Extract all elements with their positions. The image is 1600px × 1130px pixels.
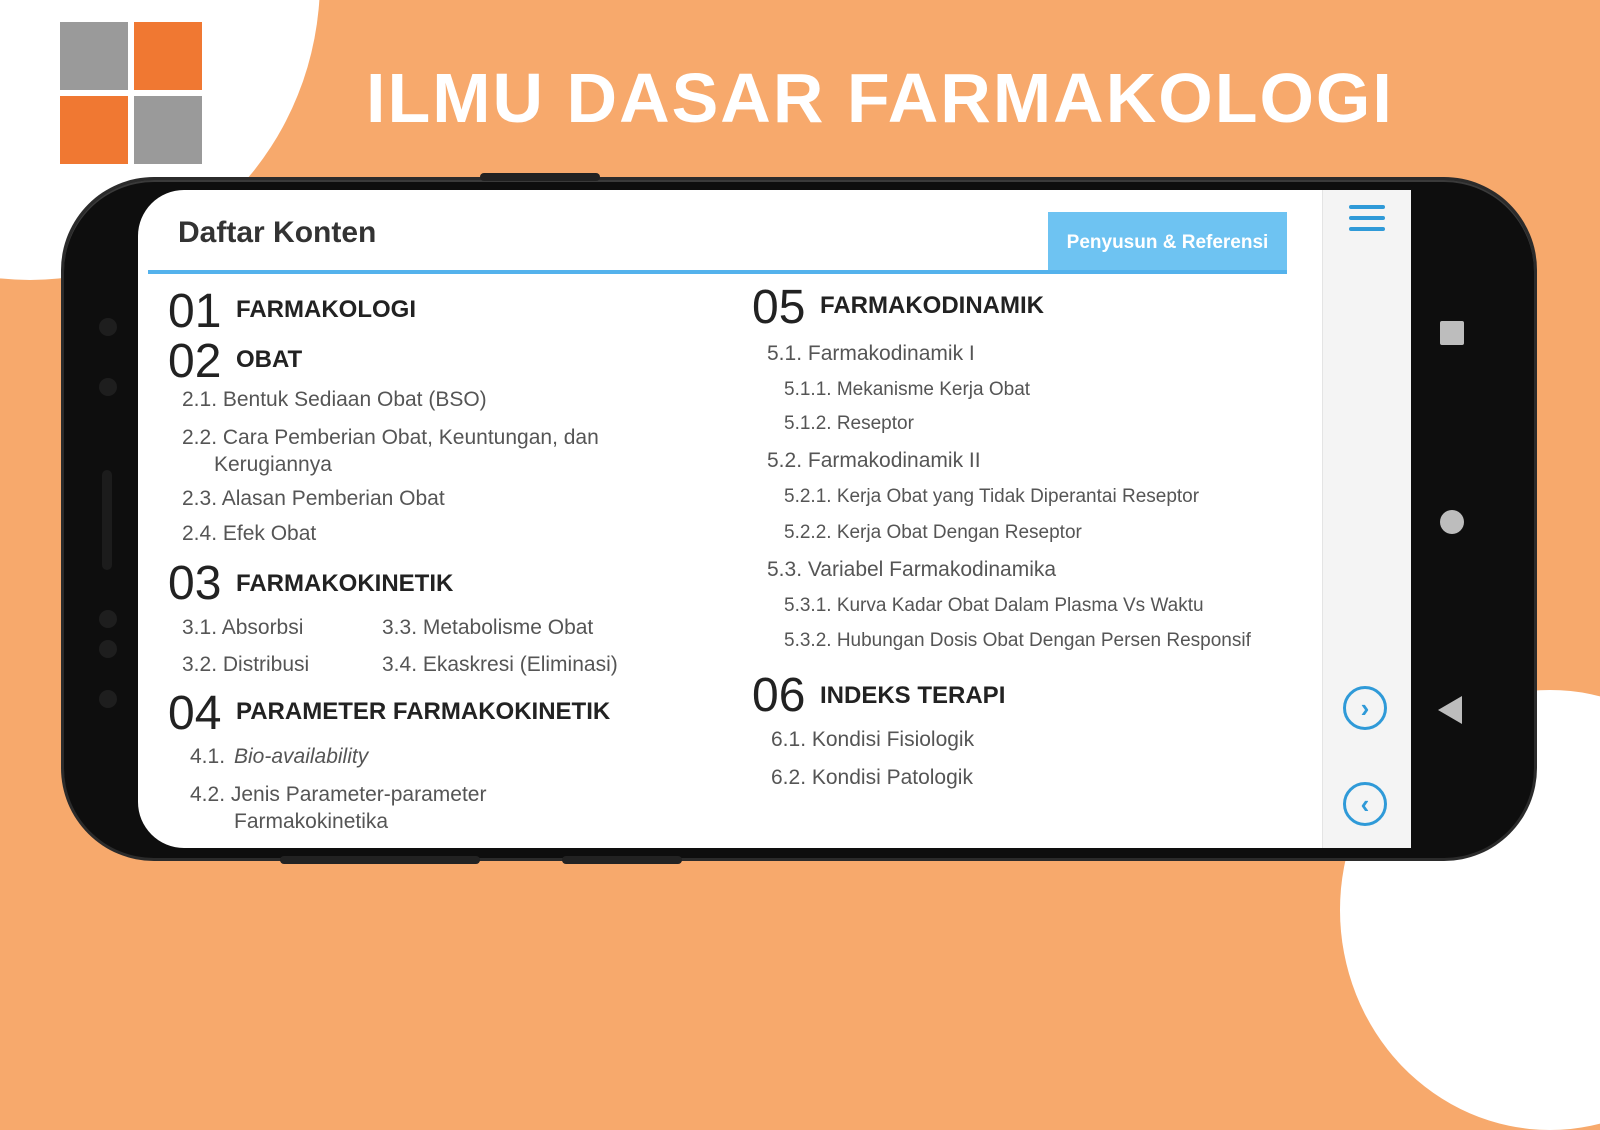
phone-camera	[99, 378, 117, 396]
banner-title: ILMU DASAR FARMAKOLOGI	[366, 59, 1394, 137]
toc-item-number[interactable]: 4.1.	[190, 745, 226, 768]
toc-item[interactable]: 3.2. Distribusi	[182, 653, 310, 676]
toc-item[interactable]: Bio-availability	[234, 745, 369, 768]
section-title[interactable]: FARMAKOLOGI	[236, 296, 416, 323]
toc-item[interactable]: 5.2. Farmakodinamik II	[767, 449, 981, 472]
back-icon[interactable]	[1438, 696, 1462, 724]
section-number: 06	[752, 669, 806, 722]
toc-item[interactable]: 5.1. Farmakodinamik I	[767, 342, 975, 365]
section-number: 05	[752, 281, 806, 334]
phone-speaker-slot	[102, 470, 112, 570]
toc-item[interactable]: 2.1. Bentuk Sediaan Obat (BSO)	[182, 388, 487, 411]
toc-item[interactable]: 2.2. Cara Pemberian Obat, Keuntungan, dan	[182, 426, 599, 449]
phone-sensor	[99, 610, 117, 628]
toc-item[interactable]: 3.4. Ekaskresi (Eliminasi)	[382, 653, 618, 676]
phone-sensor	[99, 640, 117, 658]
toc-item[interactable]: 5.3. Variabel Farmakodinamika	[767, 558, 1057, 581]
toc-item-continuation[interactable]: Farmakokinetika	[234, 810, 389, 833]
side-toolbar	[1322, 190, 1411, 848]
header-divider	[148, 270, 1287, 274]
toc-subitem[interactable]: 5.2.1. Kerja Obat yang Tidak Diperantai Reseptor	[784, 486, 1200, 507]
toc-item[interactable]: 6.1. Kondisi Fisiologik	[771, 728, 975, 751]
toc-item[interactable]: 3.3. Metabolisme Obat	[382, 616, 594, 639]
toc-item[interactable]: 4.2. Jenis Parameter-parameter	[190, 783, 487, 806]
logo-square-orange	[134, 22, 202, 90]
toc-subitem[interactable]: 5.1.1. Mekanisme Kerja Obat	[784, 379, 1031, 400]
section-number: 04	[168, 687, 222, 740]
references-button[interactable]: Penyusun & Referensi	[1048, 212, 1287, 274]
phone-sensor	[99, 690, 117, 708]
logo-square-gray	[134, 96, 202, 164]
toc-subitem[interactable]: 5.3.2. Hubungan Dosis Obat Dengan Persen Responsif	[784, 630, 1251, 651]
app-logo	[60, 22, 202, 164]
toc-item[interactable]: 6.2. Kondisi Patologik	[771, 766, 973, 789]
section-title[interactable]: FARMAKODINAMIK	[820, 292, 1044, 319]
chevron-right-icon: ›	[1360, 692, 1370, 723]
home-icon[interactable]	[1440, 510, 1464, 534]
toc-subitem[interactable]: 5.2.2. Kerja Obat Dengan Reseptor	[784, 522, 1082, 543]
chevron-left-icon: ‹	[1360, 788, 1370, 819]
toc-item[interactable]: 2.3. Alasan Pemberian Obat	[182, 487, 445, 510]
toc-subitem[interactable]: 5.1.2. Reseptor	[784, 413, 914, 434]
section-number: 02	[168, 335, 222, 388]
recent-apps-icon[interactable]	[1440, 321, 1464, 345]
phone-top-edge	[480, 173, 600, 181]
phone-bottom-edge	[562, 856, 682, 864]
page-title: Daftar Konten	[178, 216, 377, 249]
section-title[interactable]: PARAMETER FARMAKOKINETIK	[236, 698, 611, 725]
logo-square-gray	[60, 22, 128, 90]
section-title[interactable]: OBAT	[236, 346, 303, 373]
next-page-button[interactable]	[1343, 686, 1387, 730]
toc-subitem[interactable]: 5.3.1. Kurva Kadar Obat Dalam Plasma Vs Waktu	[784, 595, 1204, 616]
section-title[interactable]: FARMAKOKINETIK	[236, 570, 454, 597]
toc-item-continuation[interactable]: Kerugiannya	[214, 453, 332, 476]
toc-item[interactable]: 3.1. Absorbsi	[182, 616, 304, 639]
section-title[interactable]: INDEKS TERAPI	[820, 682, 1006, 709]
toc-item[interactable]: 2.4. Efek Obat	[182, 522, 317, 545]
section-number: 01	[168, 285, 222, 338]
phone-sensor	[99, 318, 117, 336]
menu-icon[interactable]	[1349, 205, 1385, 233]
logo-square-orange	[60, 96, 128, 164]
phone-bottom-edge	[280, 856, 480, 864]
section-number: 03	[168, 557, 222, 610]
prev-page-button[interactable]	[1343, 782, 1387, 826]
